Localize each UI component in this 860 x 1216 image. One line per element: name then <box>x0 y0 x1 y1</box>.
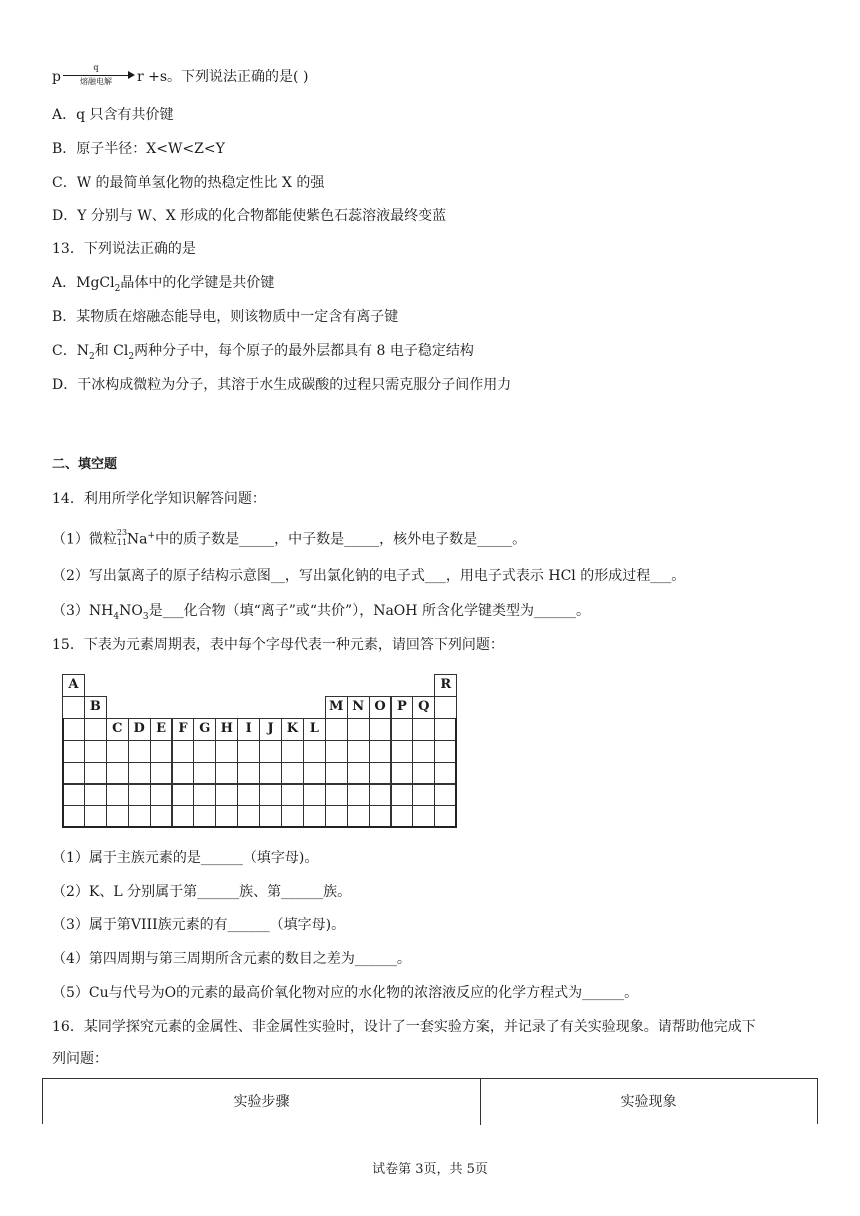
mass-number: 23 <box>116 527 128 537</box>
q13-c-sub2: 2 <box>128 351 135 362</box>
q16-line2: 列问题： <box>52 1051 108 1067</box>
q14-p3-pre: （3）NH <box>52 603 114 619</box>
q12-option-d: D．Y 分别与 W、X 形成的化合物都能使紫色石蕊溶液最终变蓝 <box>52 208 447 224</box>
q16-line1: 16．某同学探究元素的金属性、非金属性实验时，设计了一套实验方案，并记录了有关实验现象。请帮助他完成下 <box>52 1019 756 1035</box>
q15-sub5: （5）Cu与代号为O的元素的最高价氧化物对应的水化物的浓溶液反应的化学方程式为______。 <box>52 985 639 1001</box>
ion-charge: + <box>147 531 156 541</box>
periodic-table-outline <box>62 674 456 828</box>
element-cell-f: F <box>172 718 195 741</box>
q12-option-c: C．W 的最简单氢化物的热稳定性比 X 的强 <box>52 175 325 191</box>
element-cell-b: B <box>84 696 107 719</box>
q15-sub4: （4）第四周期与第三周期所含元素的数目之差为______。 <box>52 951 411 967</box>
element-cell-d: D <box>128 718 151 741</box>
q12-option-b: B．原子半径：X<W<Z<Y <box>52 141 225 157</box>
q13-option-c <box>52 342 474 366</box>
element-symbol: Na <box>126 531 148 548</box>
element-cell-l: L <box>303 718 326 741</box>
q15-sub2: （2）K、L 分别属于第______族、第______族。 <box>52 884 352 900</box>
q13-a-sub: 2 <box>114 283 121 294</box>
q13-a-post: 晶体中的化学键是共价键 <box>120 275 275 291</box>
element-cell-a: A <box>62 674 85 697</box>
q12-products: r +s <box>136 69 168 85</box>
q12-reactant: p <box>52 69 61 85</box>
q13-c-pre: C．N <box>52 343 89 359</box>
empty-cell <box>434 696 457 719</box>
q14-p3-mid: NO <box>119 603 143 619</box>
table-header-phenomena: 实验现象 <box>620 1094 677 1110</box>
q15-sub3: （3）属于第VIII族元素的有______（填字母)。 <box>52 917 346 933</box>
q13-c-mid: 和 Cl <box>94 343 129 359</box>
q14-p3-post: 是___化合物（填“离子”或“共价”），NaOH 所含化学键类型为______。 <box>148 603 590 619</box>
q14-stem: 14．利用所学化学知识解答问题： <box>52 491 266 507</box>
element-cell-h: H <box>215 718 238 741</box>
q14-part2: （2）写出氯离子的原子结构示意图__，写出氯化钠的电子式___，用电子式表示 HCl 的形成过程___。 <box>52 568 686 584</box>
empty-cell <box>62 696 85 719</box>
experiment-table <box>42 1078 818 1124</box>
element-cell-k: K <box>281 718 304 741</box>
element-cell-q: Q <box>412 696 435 719</box>
q12-equation <box>52 63 309 86</box>
q14-part3 <box>52 602 590 626</box>
q15-sub1: （1）属于主族元素的是______（填字母)。 <box>52 850 319 866</box>
element-cell-n: N <box>347 696 370 719</box>
element-cell-m: M <box>325 696 348 719</box>
q13-a-pre: A．MgCl <box>52 275 115 291</box>
q14-part1 <box>52 527 526 549</box>
q12-tail: 。下列说法正确的是( ) <box>167 69 309 85</box>
element-cell-i: I <box>237 718 260 741</box>
page-footer: 试卷第 3页，共 5页 <box>372 1162 488 1177</box>
nuclide-notation <box>117 529 127 547</box>
element-cell-r: R <box>434 674 457 697</box>
q13-c-sub1: 2 <box>88 351 95 362</box>
arrow-bottom-label: 熔融电解 <box>79 77 112 86</box>
q13-option-b: B．某物质在熔融态能导电，则该物质中一定含有离子键 <box>52 309 399 325</box>
q14-p1-post: 中的质子数是_____，中子数是_____，核外电子数是_____。 <box>155 531 527 548</box>
q14-p3-sub2: 3 <box>142 611 149 622</box>
section-title: 二、填空题 <box>52 457 118 472</box>
table-border <box>62 718 457 829</box>
atomic-number: 11 <box>116 537 128 547</box>
q14-p1-pre: （1）微粒 <box>52 531 117 548</box>
q14-p3-sub1: 4 <box>113 611 120 622</box>
table-header-steps: 实验步骤 <box>43 1079 481 1125</box>
element-cell-g: G <box>193 718 216 741</box>
q13-option-a <box>52 274 274 298</box>
element-cell-j: J <box>259 718 282 741</box>
q13-option-d: D．干冰构成微粒为分子，其溶于水生成碳酸的过程只需克服分子间作用力 <box>52 377 512 393</box>
arrow-top-label: q <box>93 63 99 72</box>
element-cell-e: E <box>150 718 173 741</box>
element-cell-c: C <box>106 718 129 741</box>
reaction-arrow-icon <box>63 63 135 86</box>
q13-c-post: 两种分子中，每个原子的最外层都具有 8 电子稳定结构 <box>134 343 474 359</box>
q12-option-a: A．q 只含有共价键 <box>52 107 174 123</box>
element-cell-o: O <box>369 696 392 719</box>
q15-stem: 15．下表为元素周期表，表中每个字母代表一种元素，请回答下列问题： <box>52 637 504 653</box>
element-cell-p: P <box>391 696 414 719</box>
q13-stem: 13．下列说法正确的是 <box>52 241 196 257</box>
